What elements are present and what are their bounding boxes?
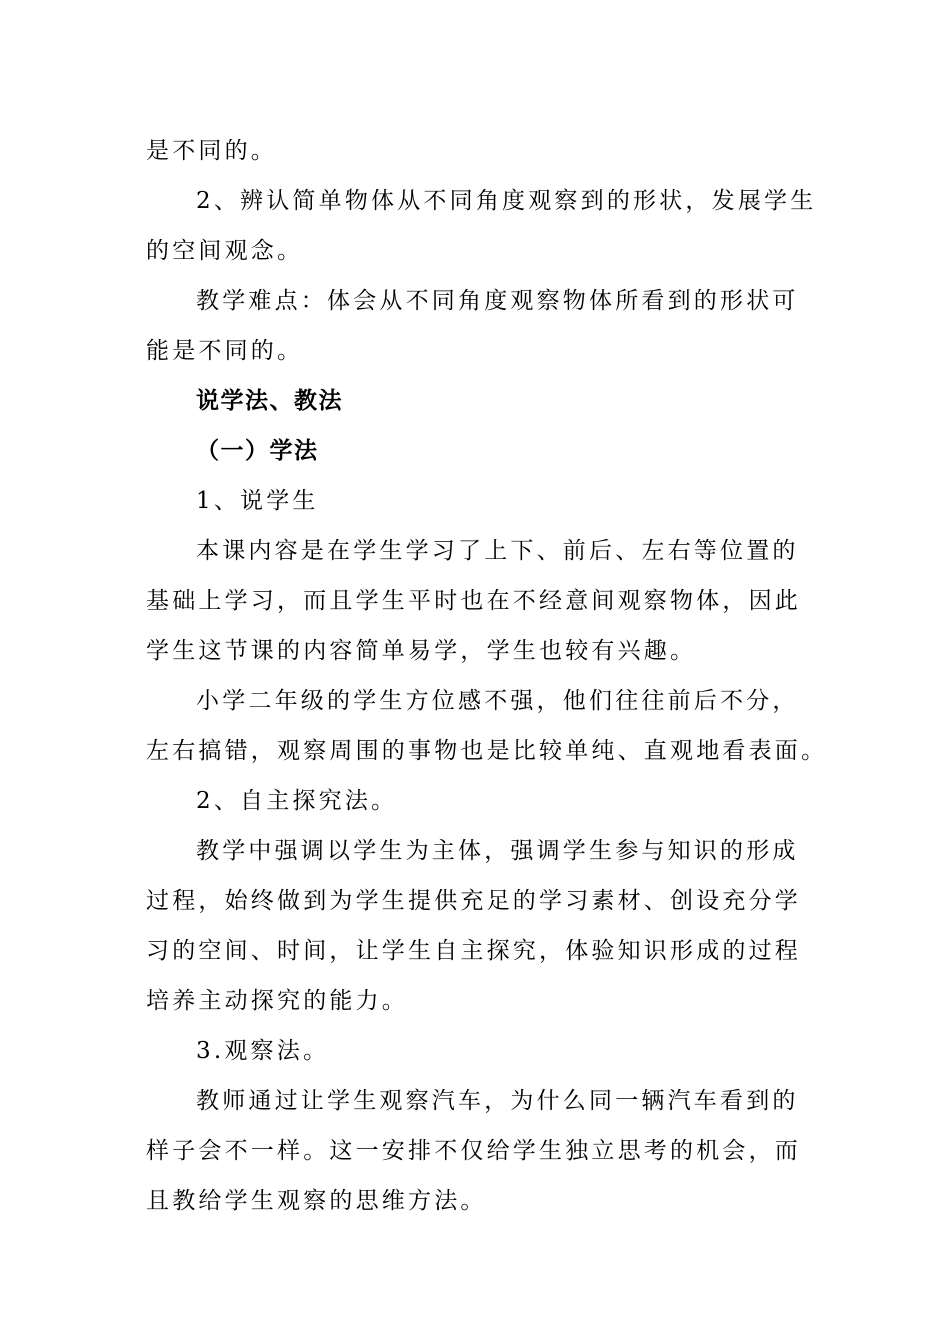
text-line: 样子会不一样。这一安排不仅给学生独立思考的机会，而 <box>146 1138 801 1164</box>
text-line: 培养主动探究的能力。 <box>146 988 408 1014</box>
text-line: 小学二年级的学生方位感不强，他们往往前后不分， <box>196 688 799 714</box>
text-line: 2、辨认简单物体从不同角度观察到的形状，发展学生 <box>196 188 817 214</box>
text-line: 的空间观念。 <box>146 238 304 264</box>
text-line: 教学难点：体会从不同角度观察物体所看到的形状可 <box>196 288 799 314</box>
text-line: 教师通过让学生观察汽车，为什么同一辆汽车看到的 <box>196 1088 799 1114</box>
text-line: 习的空间、时间，让学生自主探究，体验知识形成的过程 <box>146 938 801 964</box>
text-line: 基础上学习，而且学生平时也在不经意间观察物体，因此 <box>146 588 801 614</box>
text-line: 2、自主探究法。 <box>196 788 398 814</box>
text-line: 且教给学生观察的思维方法。 <box>146 1188 487 1214</box>
text-line: 1、说学生 <box>196 488 319 514</box>
text-line: 3.观察法。 <box>196 1038 330 1064</box>
text-line: 本课内容是在学生学习了上下、前后、左右等位置的 <box>196 538 799 564</box>
text-line: 左右搞错，观察周围的事物也是比较单纯、直观地看表面。 <box>146 738 828 764</box>
text-line: 过程，始终做到为学生提供充足的学习素材、创设充分学 <box>146 888 801 914</box>
section-heading: 说学法、教法 <box>196 387 343 414</box>
text-line: 能是不同的。 <box>146 338 304 364</box>
text-line: 教学中强调以学生为主体，强调学生参与知识的形成 <box>196 838 799 864</box>
text-line: 学生这节课的内容简单易学，学生也较有兴趣。 <box>146 638 697 664</box>
text-line: 是不同的。 <box>146 138 277 164</box>
subsection-heading: （一）学法 <box>196 437 319 464</box>
